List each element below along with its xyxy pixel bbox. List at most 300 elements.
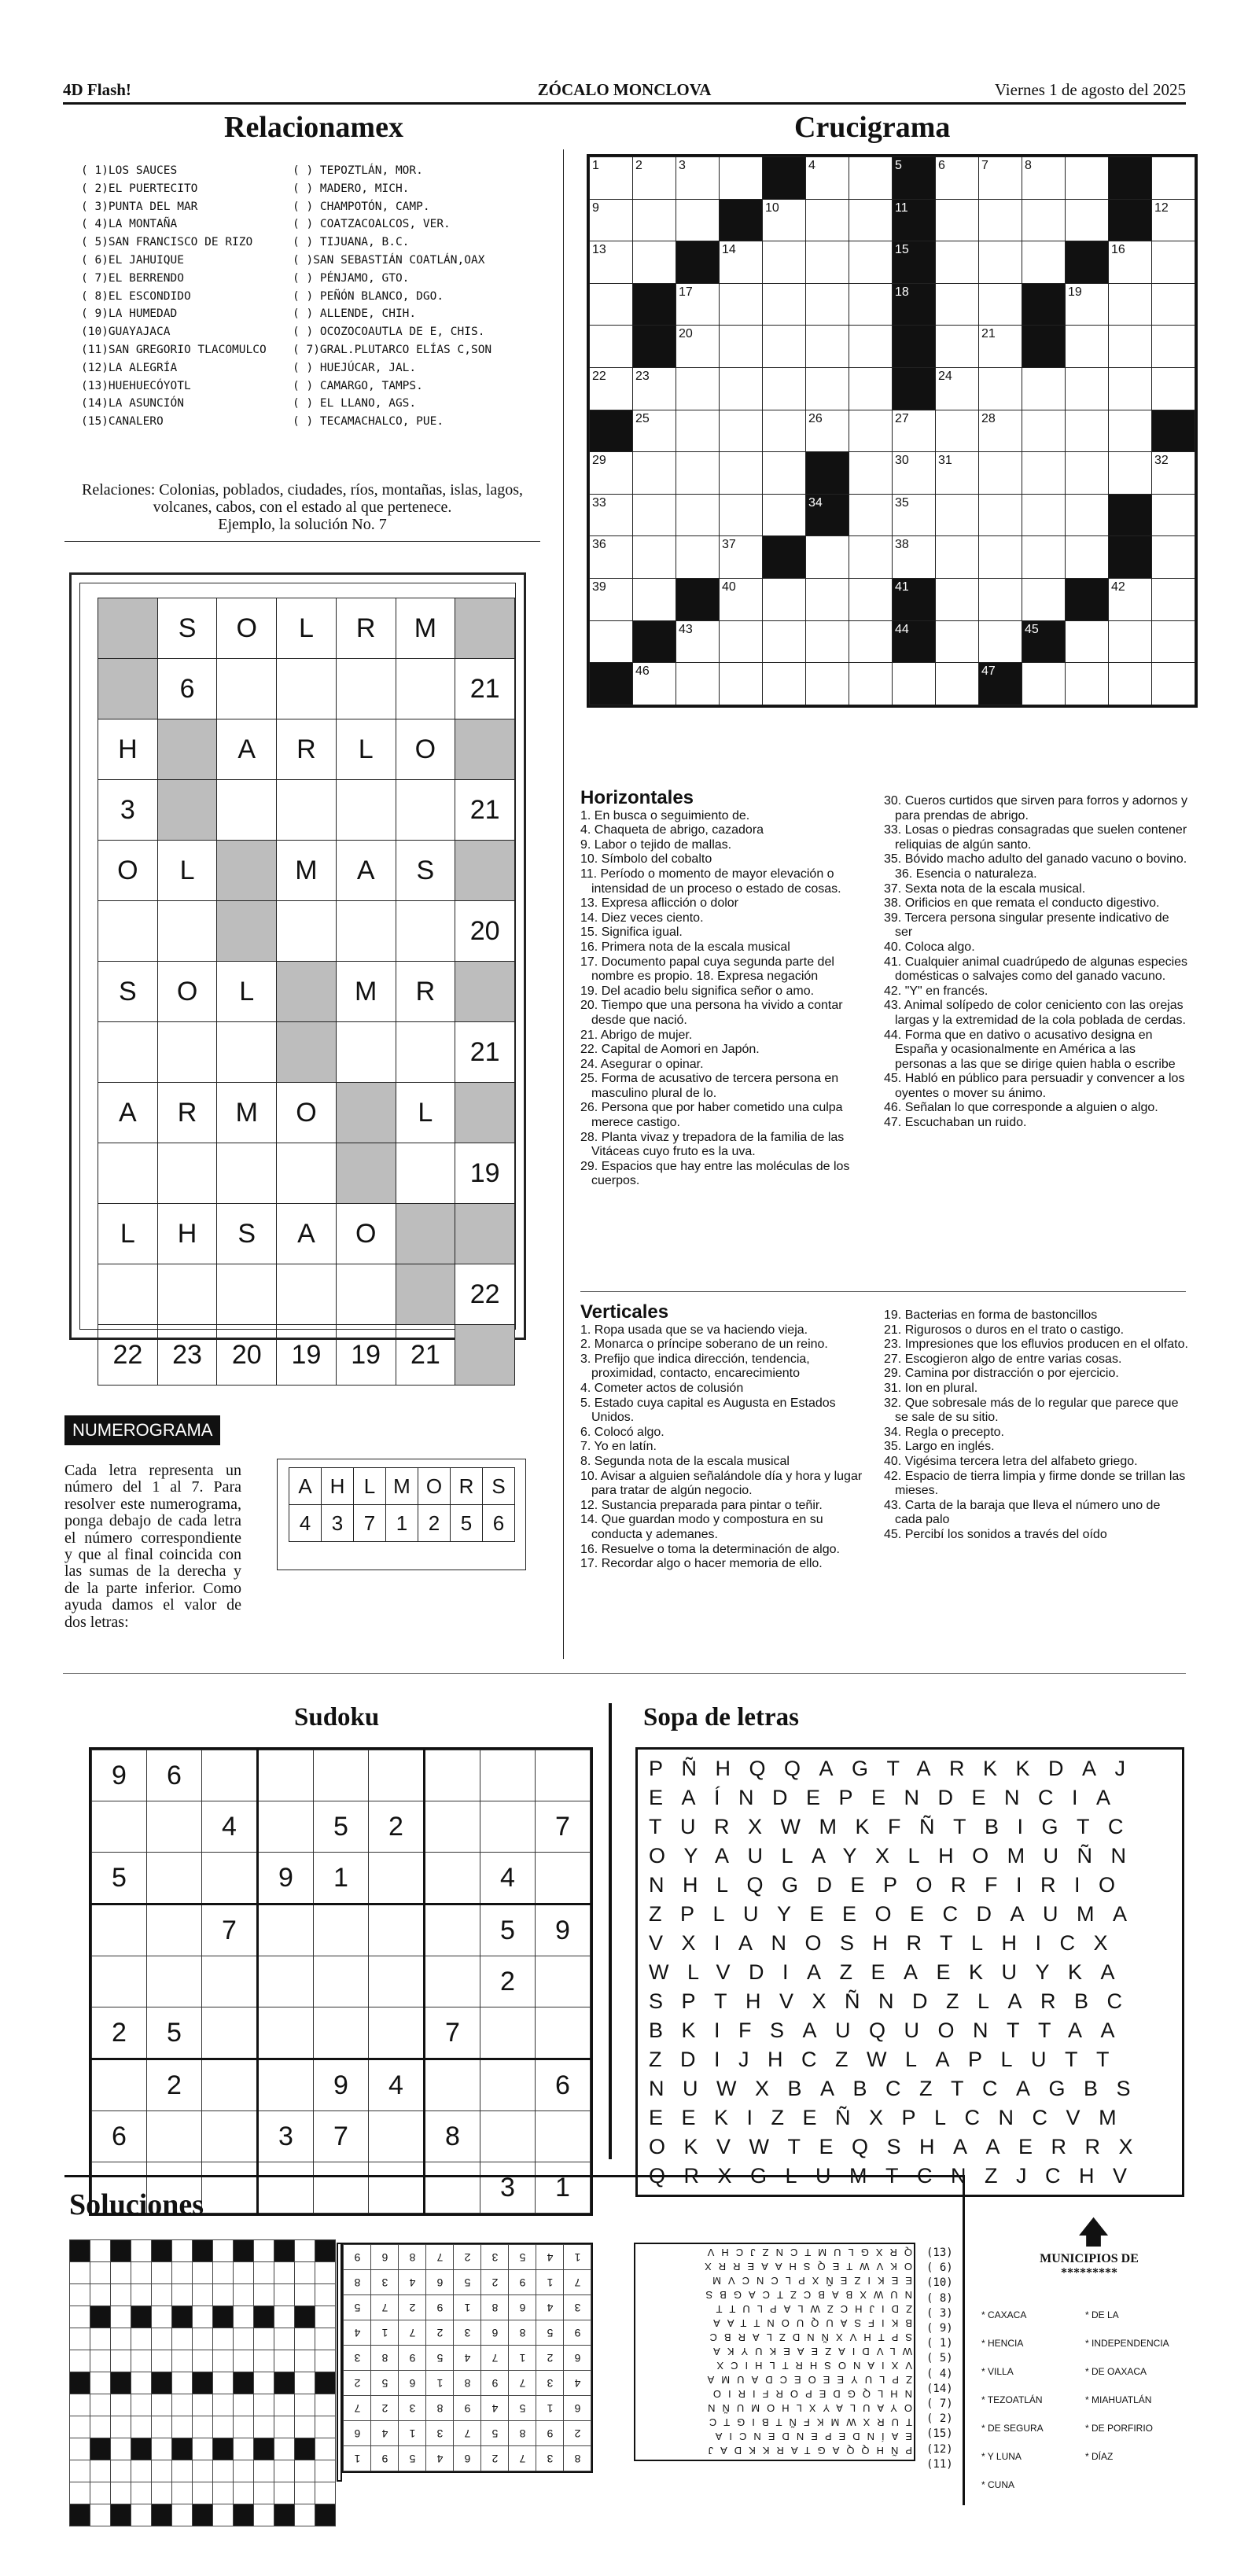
numerograma-cell[interactable]: 19 (455, 1143, 515, 1204)
numerograma-cell[interactable]: R (336, 598, 396, 659)
crossword-cell[interactable] (1066, 452, 1109, 495)
numerograma-cell[interactable] (157, 1264, 217, 1325)
crossword-cell[interactable] (979, 536, 1022, 579)
sudoku-cell[interactable] (425, 1750, 480, 1801)
numerograma-cell[interactable]: O (157, 962, 217, 1022)
numerograma-cell[interactable]: 20 (217, 1325, 277, 1386)
numerograma-cell[interactable] (336, 780, 396, 841)
crossword-cell[interactable] (1022, 410, 1066, 452)
crossword-cell[interactable] (806, 663, 849, 705)
crossword-cell[interactable] (979, 620, 1022, 663)
crossword-cell[interactable] (590, 494, 633, 536)
crossword-cell[interactable] (1152, 578, 1195, 620)
crossword-cell[interactable] (633, 663, 676, 705)
numerograma-cell[interactable] (396, 1022, 455, 1083)
numerograma-cell[interactable] (336, 1083, 396, 1143)
sudoku-cell[interactable]: 9 (314, 2059, 369, 2111)
sudoku-cell[interactable] (314, 1750, 369, 1801)
crossword-cell[interactable] (676, 199, 720, 241)
sudoku-cell[interactable] (202, 2111, 258, 2162)
sudoku-cell[interactable] (147, 1904, 202, 1956)
crossword-cell[interactable] (1022, 663, 1066, 705)
crossword-cell[interactable] (979, 199, 1022, 241)
numerograma-cell[interactable]: R (277, 719, 337, 780)
numerograma-cell[interactable] (336, 659, 396, 719)
crossword-cell[interactable] (763, 452, 806, 495)
sudoku-cell[interactable]: 5 (147, 2007, 202, 2059)
crossword-cell[interactable] (720, 241, 763, 284)
sudoku-cell[interactable] (202, 2059, 258, 2111)
numerograma-cell[interactable]: A (277, 1204, 337, 1264)
numerograma-cell[interactable] (217, 780, 277, 841)
sudoku-cell[interactable] (258, 1750, 314, 1801)
numerograma-cell[interactable] (217, 1264, 277, 1325)
crossword-cell[interactable] (936, 326, 979, 368)
numerograma-cell[interactable]: M (277, 841, 337, 901)
numerograma-cell[interactable] (157, 1143, 217, 1204)
crossword-cell[interactable] (806, 410, 849, 452)
crossword-cell[interactable] (979, 283, 1022, 326)
sudoku-cell[interactable] (92, 2059, 147, 2111)
crossword-cell[interactable] (936, 241, 979, 284)
sudoku-cell[interactable] (536, 1853, 591, 1904)
crossword-cell[interactable] (806, 157, 849, 200)
crossword-cell[interactable] (1066, 367, 1109, 410)
crossword-cell[interactable] (1109, 367, 1152, 410)
sudoku-cell[interactable]: 5 (314, 1801, 369, 1853)
numerograma-cell[interactable] (455, 962, 515, 1022)
sudoku-cell[interactable]: 8 (425, 2111, 480, 2162)
crossword-cell[interactable] (1066, 620, 1109, 663)
crossword-cell[interactable] (763, 367, 806, 410)
crossword-cell[interactable] (849, 199, 893, 241)
crossword-cell[interactable] (676, 452, 720, 495)
numerograma-cell[interactable]: H (157, 1204, 217, 1264)
crossword-cell[interactable] (979, 578, 1022, 620)
crossword-cell[interactable] (676, 536, 720, 579)
crossword-cell[interactable] (849, 326, 893, 368)
sudoku-cell[interactable] (369, 1904, 425, 1956)
crossword-cell[interactable] (720, 367, 763, 410)
crossword-cell[interactable] (763, 199, 806, 241)
sudoku-cell[interactable]: 2 (369, 1801, 425, 1853)
crossword-cell[interactable] (763, 326, 806, 368)
crossword-cell[interactable] (1152, 199, 1195, 241)
crossword-cell[interactable] (893, 536, 936, 579)
crossword-cell[interactable] (1152, 241, 1195, 284)
sudoku-cell[interactable]: 1 (536, 2162, 591, 2214)
numerograma-cell[interactable]: 20 (455, 901, 515, 962)
crossword-cell[interactable] (1022, 494, 1066, 536)
numerograma-cell[interactable]: L (157, 841, 217, 901)
crossword-cell[interactable] (1066, 283, 1109, 326)
sudoku-cell[interactable] (258, 2007, 314, 2059)
crossword-cell[interactable] (763, 494, 806, 536)
numerograma-cell[interactable]: S (98, 962, 158, 1022)
sudoku-cell[interactable]: 2 (92, 2007, 147, 2059)
numerograma-cell[interactable] (455, 1204, 515, 1264)
numerograma-cell[interactable]: L (217, 962, 277, 1022)
sudoku-cell[interactable]: 2 (147, 2059, 202, 2111)
numerograma-cell[interactable] (277, 1264, 337, 1325)
crossword-cell[interactable] (979, 494, 1022, 536)
sudoku-cell[interactable]: 6 (536, 2059, 591, 2111)
numerograma-cell[interactable] (455, 841, 515, 901)
crossword-cell[interactable] (1152, 367, 1195, 410)
crossword-cell[interactable] (720, 283, 763, 326)
sudoku-cell[interactable] (369, 1956, 425, 2007)
crossword-cell[interactable] (806, 578, 849, 620)
crossword-cell[interactable] (979, 452, 1022, 495)
sudoku-cell[interactable] (258, 1904, 314, 1956)
crossword-cell[interactable] (720, 157, 763, 200)
sudoku-cell[interactable] (202, 2162, 258, 2214)
crossword-cell[interactable] (1022, 199, 1066, 241)
sudoku-cell[interactable]: 3 (258, 2111, 314, 2162)
sudoku-cell[interactable] (314, 2162, 369, 2214)
numerograma-cell[interactable] (277, 1022, 337, 1083)
crossword-cell[interactable] (1152, 452, 1195, 495)
sudoku-cell[interactable]: 7 (425, 2007, 480, 2059)
numerograma-cell[interactable] (396, 659, 455, 719)
numerograma-cell[interactable]: M (336, 962, 396, 1022)
numerograma-cell[interactable]: L (396, 1083, 455, 1143)
sudoku-cell[interactable] (147, 1801, 202, 1853)
numerograma-cell[interactable]: M (396, 598, 455, 659)
numerograma-cell[interactable] (396, 1143, 455, 1204)
numerograma-cell[interactable] (98, 1264, 158, 1325)
sudoku-cell[interactable] (425, 2162, 480, 2214)
crossword-cell[interactable] (979, 157, 1022, 200)
sudoku-cell[interactable] (480, 2059, 536, 2111)
crossword-cell[interactable] (1022, 241, 1066, 284)
sudoku-cell[interactable]: 6 (92, 2111, 147, 2162)
numerograma-cell[interactable] (277, 1143, 337, 1204)
crossword-cell[interactable] (633, 410, 676, 452)
crossword-cell[interactable] (720, 326, 763, 368)
sudoku-cell[interactable]: 7 (314, 2111, 369, 2162)
sudoku-cell[interactable] (369, 2111, 425, 2162)
numerograma-cell[interactable]: A (336, 841, 396, 901)
crossword-cell[interactable] (806, 536, 849, 579)
sudoku-cell[interactable] (92, 1801, 147, 1853)
numerograma-cell[interactable]: 21 (455, 780, 515, 841)
sudoku-cell[interactable] (536, 2111, 591, 2162)
sudoku-cell[interactable] (425, 1853, 480, 1904)
numerograma-cell[interactable]: O (336, 1204, 396, 1264)
numerograma-cell[interactable] (396, 1204, 455, 1264)
crossword-cell[interactable] (633, 157, 676, 200)
crossword-cell[interactable] (979, 410, 1022, 452)
sudoku-cell[interactable] (536, 2007, 591, 2059)
sudoku-cell[interactable] (314, 2007, 369, 2059)
numerograma-cell[interactable] (455, 1325, 515, 1386)
crossword-cell[interactable] (763, 241, 806, 284)
numerograma-cell[interactable]: R (157, 1083, 217, 1143)
crossword-cell[interactable] (806, 199, 849, 241)
crossword-cell[interactable] (936, 410, 979, 452)
sudoku-cell[interactable]: 1 (314, 1853, 369, 1904)
crossword-cell[interactable] (676, 663, 720, 705)
numerograma-cell[interactable] (157, 901, 217, 962)
numerograma-cell[interactable] (336, 1022, 396, 1083)
crossword-cell[interactable] (806, 620, 849, 663)
sudoku-cell[interactable]: 5 (480, 1904, 536, 1956)
sudoku-cell[interactable] (92, 1956, 147, 2007)
sudoku-cell[interactable]: 9 (536, 1904, 591, 1956)
sudoku-cell[interactable] (314, 1956, 369, 2007)
crossword-cell[interactable] (1022, 367, 1066, 410)
sudoku-cell[interactable]: 3 (480, 2162, 536, 2214)
numerograma-cell[interactable] (217, 901, 277, 962)
numerograma-cell[interactable] (277, 962, 337, 1022)
crossword-cell[interactable] (720, 620, 763, 663)
crossword-cell[interactable] (1152, 663, 1195, 705)
crossword-cell[interactable] (936, 157, 979, 200)
numerograma-cell[interactable] (396, 780, 455, 841)
numerograma-cell[interactable]: 19 (277, 1325, 337, 1386)
crossword-cell[interactable] (936, 367, 979, 410)
crossword-cell[interactable] (1066, 157, 1109, 200)
numerograma-cell[interactable]: 21 (396, 1325, 455, 1386)
sudoku-cell[interactable]: 7 (536, 1801, 591, 1853)
crossword-cell[interactable] (806, 326, 849, 368)
numerograma-cell[interactable]: M (217, 1083, 277, 1143)
sudoku-cell[interactable]: 9 (258, 1853, 314, 1904)
numerograma-cell[interactable]: O (217, 598, 277, 659)
numerograma-cell[interactable] (277, 901, 337, 962)
crossword-cell[interactable] (633, 578, 676, 620)
crossword-cell[interactable] (1152, 620, 1195, 663)
crossword-cell[interactable] (1152, 326, 1195, 368)
crossword-cell[interactable] (720, 494, 763, 536)
sudoku-cell[interactable] (202, 1750, 258, 1801)
sudoku-cell[interactable] (425, 2059, 480, 2111)
crossword-cell[interactable] (1109, 620, 1152, 663)
numerograma-cell[interactable] (277, 780, 337, 841)
crossword-cell[interactable] (590, 536, 633, 579)
crossword-cell[interactable] (720, 536, 763, 579)
sudoku-cell[interactable] (202, 1853, 258, 1904)
numerograma-cell[interactable]: R (396, 962, 455, 1022)
numerograma-cell[interactable] (217, 1022, 277, 1083)
crossword-cell[interactable] (849, 452, 893, 495)
crossword-cell[interactable] (590, 241, 633, 284)
crossword-cell[interactable] (936, 452, 979, 495)
crossword-cell[interactable] (1109, 326, 1152, 368)
crossword-cell[interactable] (1066, 410, 1109, 452)
numerograma-cell[interactable]: A (98, 1083, 158, 1143)
crossword-cell[interactable] (763, 410, 806, 452)
crossword-cell[interactable] (1066, 536, 1109, 579)
crossword-cell[interactable] (849, 157, 893, 200)
numerograma-cell[interactable]: S (157, 598, 217, 659)
sudoku-cell[interactable] (425, 1904, 480, 1956)
numerograma-cell[interactable]: 19 (336, 1325, 396, 1386)
crossword-cell[interactable] (936, 199, 979, 241)
numerograma-cell[interactable] (157, 1022, 217, 1083)
crossword-cell[interactable] (676, 367, 720, 410)
crossword-cell[interactable] (1022, 536, 1066, 579)
sudoku-cell[interactable]: 2 (480, 1956, 536, 2007)
crossword-cell[interactable] (849, 410, 893, 452)
numerograma-cell[interactable] (98, 1022, 158, 1083)
numerograma-cell[interactable]: O (98, 841, 158, 901)
numerograma-cell[interactable]: L (277, 598, 337, 659)
sudoku-cell[interactable] (314, 1904, 369, 1956)
sudoku-cell[interactable] (536, 1750, 591, 1801)
sudoku-cell[interactable]: 7 (202, 1904, 258, 1956)
numerograma-cell[interactable]: O (277, 1083, 337, 1143)
crossword-cell[interactable] (849, 283, 893, 326)
numerograma-cell[interactable] (396, 1264, 455, 1325)
sudoku-cell[interactable] (258, 1801, 314, 1853)
sudoku-cell[interactable] (258, 1956, 314, 2007)
crossword-cell[interactable] (676, 620, 720, 663)
crossword-cell[interactable] (936, 620, 979, 663)
sudoku-cell[interactable] (369, 1853, 425, 1904)
crossword-cell[interactable] (936, 536, 979, 579)
numerograma-cell[interactable] (336, 1264, 396, 1325)
numerograma-cell[interactable] (98, 1143, 158, 1204)
crossword-cell[interactable] (676, 494, 720, 536)
sudoku-cell[interactable]: 9 (92, 1750, 147, 1801)
crossword-cell[interactable] (893, 452, 936, 495)
crossword-cell[interactable] (720, 578, 763, 620)
crossword-cell[interactable] (590, 326, 633, 368)
crossword-cell[interactable] (676, 410, 720, 452)
numerograma-cell[interactable] (217, 659, 277, 719)
crossword-cell[interactable] (1109, 241, 1152, 284)
numerograma-cell[interactable] (98, 901, 158, 962)
crossword-cell[interactable] (1109, 578, 1152, 620)
numerograma-cell[interactable] (217, 841, 277, 901)
crossword-cell[interactable] (633, 241, 676, 284)
numerograma-cell[interactable]: L (98, 1204, 158, 1264)
crossword-cell[interactable] (633, 452, 676, 495)
crossword-cell[interactable] (979, 241, 1022, 284)
crossword-cell[interactable] (1066, 199, 1109, 241)
crossword-cell[interactable] (893, 663, 936, 705)
crossword-cell[interactable] (590, 283, 633, 326)
crossword-cell[interactable] (936, 494, 979, 536)
crossword-cell[interactable] (1152, 536, 1195, 579)
sudoku-cell[interactable] (480, 1750, 536, 1801)
crossword-cell[interactable] (936, 283, 979, 326)
sudoku-cell[interactable] (425, 1956, 480, 2007)
crossword-cell[interactable] (849, 620, 893, 663)
crossword-cell[interactable] (936, 578, 979, 620)
crossword-cell[interactable] (590, 578, 633, 620)
sudoku-cell[interactable] (480, 2111, 536, 2162)
crossword-cell[interactable] (849, 367, 893, 410)
numerograma-cell[interactable]: 22 (98, 1325, 158, 1386)
crossword-cell[interactable] (849, 578, 893, 620)
crossword-cell[interactable] (1066, 494, 1109, 536)
crossword-cell[interactable] (763, 283, 806, 326)
sudoku-cell[interactable] (369, 2162, 425, 2214)
crossword-cell[interactable] (1066, 326, 1109, 368)
numerograma-cell[interactable]: A (217, 719, 277, 780)
sudoku-cell[interactable]: 5 (92, 1853, 147, 1904)
crossword-cell[interactable] (1152, 494, 1195, 536)
crossword-cell[interactable] (590, 367, 633, 410)
numerograma-cell[interactable]: 22 (455, 1264, 515, 1325)
crossword-cell[interactable] (1152, 283, 1195, 326)
crossword-cell[interactable] (633, 536, 676, 579)
crossword-cell[interactable] (1109, 663, 1152, 705)
numerograma-cell[interactable]: S (217, 1204, 277, 1264)
crossword-cell[interactable] (849, 663, 893, 705)
crossword-cell[interactable] (590, 452, 633, 495)
sudoku-cell[interactable]: 4 (202, 1801, 258, 1853)
crossword-cell[interactable] (676, 326, 720, 368)
sudoku-cell[interactable] (147, 2111, 202, 2162)
numerograma-cell[interactable]: 3 (98, 780, 158, 841)
sudoku-cell[interactable] (369, 1750, 425, 1801)
crossword-cell[interactable] (720, 663, 763, 705)
numerograma-cell[interactable] (396, 901, 455, 962)
numerograma-cell[interactable]: S (396, 841, 455, 901)
crossword-cell[interactable] (590, 157, 633, 200)
numerograma-cell[interactable] (277, 659, 337, 719)
crossword-cell[interactable] (849, 494, 893, 536)
numerograma-cell[interactable]: L (336, 719, 396, 780)
numerograma-cell[interactable]: 21 (455, 1022, 515, 1083)
numerograma-cell[interactable] (455, 719, 515, 780)
numerograma-cell[interactable]: O (396, 719, 455, 780)
crossword-cell[interactable] (1109, 410, 1152, 452)
crossword-cell[interactable] (806, 367, 849, 410)
numerograma-cell[interactable]: 21 (455, 659, 515, 719)
sudoku-cell[interactable]: 4 (369, 2059, 425, 2111)
numerograma-cell[interactable] (157, 719, 217, 780)
numerograma-cell[interactable] (98, 659, 158, 719)
crossword-cell[interactable] (1066, 663, 1109, 705)
sudoku-cell[interactable] (147, 1956, 202, 2007)
crossword-cell[interactable] (633, 494, 676, 536)
crossword-cell[interactable] (1022, 157, 1066, 200)
sudoku-cell[interactable] (480, 2007, 536, 2059)
crossword-cell[interactable] (590, 199, 633, 241)
sudoku-cell[interactable] (92, 1904, 147, 1956)
crossword-cell[interactable] (633, 367, 676, 410)
crossword-cell[interactable] (893, 410, 936, 452)
crossword-cell[interactable] (720, 410, 763, 452)
sudoku-cell[interactable] (202, 2007, 258, 2059)
crossword-cell[interactable] (590, 620, 633, 663)
crossword-cell[interactable] (1152, 157, 1195, 200)
sudoku-cell[interactable] (369, 2007, 425, 2059)
crossword-cell[interactable] (763, 663, 806, 705)
numerograma-cell[interactable] (157, 780, 217, 841)
crossword-cell[interactable] (763, 620, 806, 663)
sudoku-cell[interactable] (480, 1801, 536, 1853)
sudoku-cell[interactable] (258, 2162, 314, 2214)
crossword-cell[interactable] (936, 663, 979, 705)
crossword-cell[interactable] (979, 326, 1022, 368)
crossword-cell[interactable] (979, 367, 1022, 410)
crossword-cell[interactable] (720, 452, 763, 495)
sudoku-cell[interactable]: 4 (480, 1853, 536, 1904)
sudoku-cell[interactable]: 6 (147, 1750, 202, 1801)
numerograma-cell[interactable] (455, 598, 515, 659)
numerograma-cell[interactable] (98, 598, 158, 659)
numerograma-cell[interactable] (336, 901, 396, 962)
crossword-cell[interactable] (676, 283, 720, 326)
sudoku-cell[interactable] (425, 1801, 480, 1853)
crossword-cell[interactable] (893, 494, 936, 536)
